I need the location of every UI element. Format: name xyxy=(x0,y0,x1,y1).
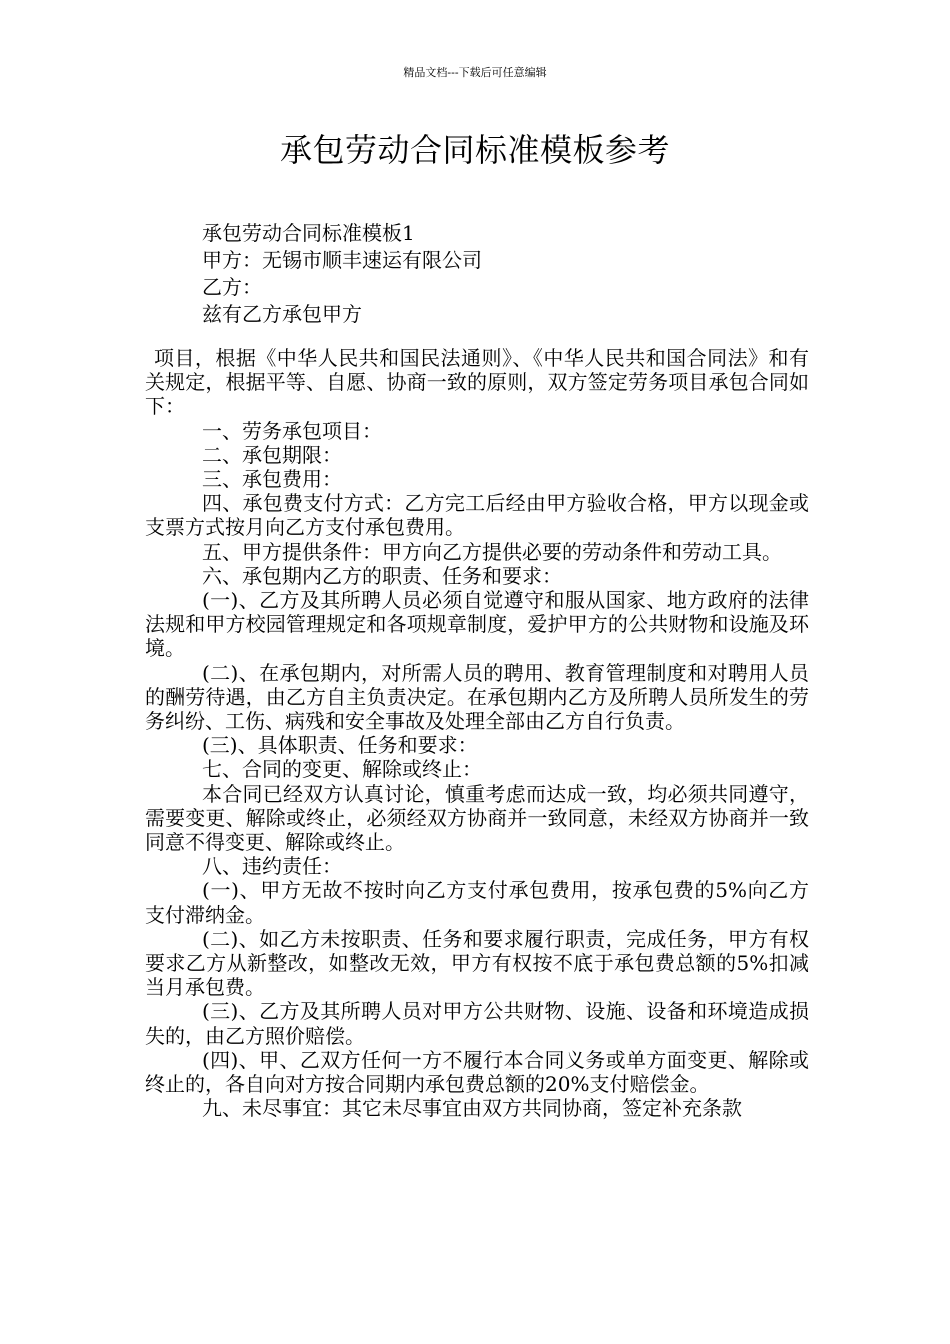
preamble-line: 兹有乙方承包甲方 xyxy=(202,302,362,326)
clause-8-item-4: (四)、甲、乙双方任何一方不履行本合同义务或单方面变更、解除或终止的，各自向对方按合同期内承包费总额的20%支付赔偿金。 xyxy=(145,1047,809,1097)
clause-8-heading: 八、违约责任： xyxy=(202,854,342,879)
header-note: 精品文档---下载后可任意编辑 xyxy=(403,66,547,79)
clause-1-heading: 一、劳务承包项目： xyxy=(202,418,382,443)
clause-6-item-3: (三)、具体职责、任务和要求： xyxy=(202,733,478,758)
clause-9-text: 九、未尽事宜：其它未尽事宜由双方共同协商，签定补充条款 xyxy=(202,1096,742,1121)
party-b-line: 乙方： xyxy=(202,275,262,299)
document-title: 承包劳动合同标准模板参考 xyxy=(279,131,670,169)
clause-3-heading: 三、承包费用： xyxy=(202,467,342,492)
clause-6-item-1: (一)、乙方及其所聘人员必须自觉遵守和服从国家、地方政府的法律法规和甲方校园管理规定和各项规章制度，爱护甲方的公共财物和设施及环境。 xyxy=(145,588,809,661)
clause-4-payment: 四、承包费支付方式：乙方完工后经由甲方验收合格，甲方以现金或支票方式按月向乙方支付承包费用。 xyxy=(145,491,809,540)
template-subtitle: 承包劳动合同标准模板1 xyxy=(202,221,415,245)
clause-8-item-2: (二)、如乙方未按职责、任务和要求履行职责，完成任务，甲方有权要求乙方从新整改，如整改无效，甲方有权按不底于承包费总额的5%扣减当月承包费。 xyxy=(145,926,809,1000)
paragraph-preamble: 项目，根据《中华人民共和国民法通则》、《中华人民共和国合同法》和有关规定，根据平等、自愿、协商一致的原则，双方签定劳务项目承包合同如下： xyxy=(145,346,809,419)
clause-5-conditions: 五、甲方提供条件：甲方向乙方提供必要的劳动条件和劳动工具。 xyxy=(202,539,782,564)
contract-body xyxy=(145,346,809,1121)
clause-7-heading: 七、合同的变更、解除或终止： xyxy=(202,757,482,782)
intro-block xyxy=(202,220,822,328)
clause-2-heading: 二、承包期限： xyxy=(202,442,342,467)
clause-8-item-3: (三)、乙方及其所聘人员对甲方公共财物、设施、设备和环境造成损失的，由乙方照价赔偿。 xyxy=(145,999,809,1048)
clause-8-item-1: (一)、甲方无故不按时向乙方支付承包费用，按承包费的5%向乙方支付滞纳金。 xyxy=(145,878,809,927)
party-a-line: 甲方：无锡市顺丰速运有限公司 xyxy=(202,248,482,272)
clause-6-item-2: (二)、在承包期内，对所需人员的聘用、教育管理制度和对聘用人员的酬劳待遇，由乙方自主负责决定。在承包期内乙方及所聘人员所发生的劳务纠纷、工伤、病残和安全事故及处理全部由乙方自行负责。 xyxy=(145,660,809,734)
clause-7-text: 本合同已经双方认真讨论，慎重考虑而达成一致，均必须共同遵守，需要变更、解除或终止，必须经双方协商并一致同意，未经双方协商并一致同意不得变更、解除或终止。 xyxy=(145,781,809,855)
clause-6-heading: 六、承包期内乙方的职责、任务和要求： xyxy=(202,563,562,588)
